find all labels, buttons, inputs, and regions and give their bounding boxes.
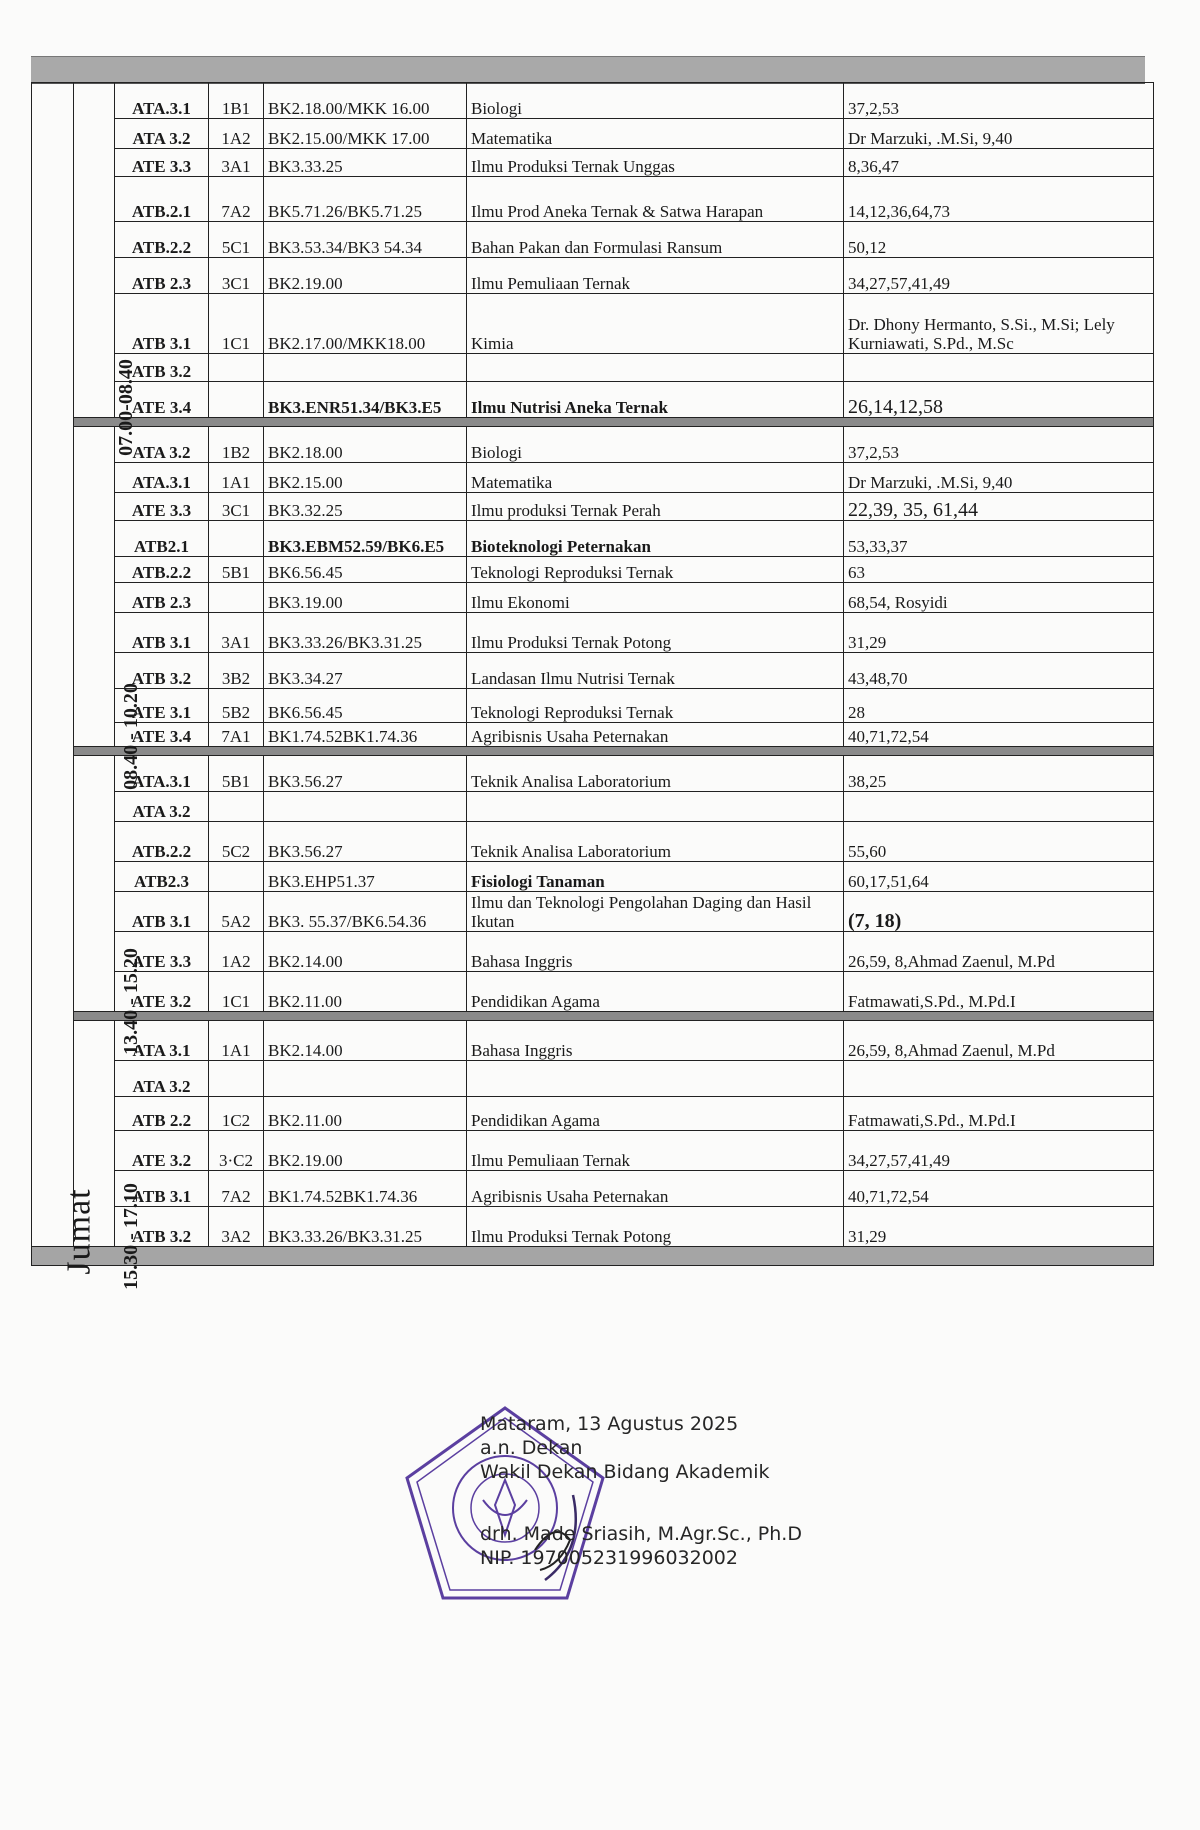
table-row [32,557,1154,583]
lecturer-cell: 43,48,70 [844,653,1154,689]
table-row [32,149,1154,177]
class-cell: ATB.2.2 [115,222,209,258]
subject-cell: Ilmu Pemuliaan Ternak [467,1131,844,1171]
lecturer-cell: 60,17,51,64 [844,862,1154,892]
code-cell [264,792,467,822]
class-cell: ATE 3.3 [115,932,209,972]
time-slot-text: 08.40 - 10.20 [119,683,142,790]
room-cell: 3C1 [209,258,264,294]
class-cell: ATA 3.2 [115,792,209,822]
room-cell: 3·C2 [209,1131,264,1171]
room-cell: 5B2 [209,689,264,723]
room-cell: 1B1 [209,83,264,119]
code-cell: BK3.EBM52.59/BK6.E5 [264,521,467,557]
class-cell: ATE 3.2 [115,972,209,1012]
lecturer-cell: 8,36,47 [844,149,1154,177]
table-row [32,689,1154,723]
subject-cell: Teknologi Reproduksi Ternak [467,557,844,583]
class-cell: ATB 3.2 [115,1207,209,1247]
time-slot-text: 07.00-08.40 [114,359,137,456]
room-cell [209,792,264,822]
code-cell: BK2.17.00/MKK18.00 [264,294,467,354]
class-cell: ATA.3.1 [115,756,209,792]
table-row [32,382,1154,418]
table-row [32,1207,1154,1247]
class-cell: ATE 3.2 [115,1131,209,1171]
class-cell: ATB 3.1 [115,892,209,932]
room-cell [209,1061,264,1097]
room-cell [209,354,264,382]
subject-cell: Agribisnis Usaha Peternakan [467,723,844,747]
subject-cell: Ilmu Ekonomi [467,583,844,613]
subject-cell: Bahasa Inggris [467,1021,844,1061]
table-row [32,354,1154,382]
class-cell: ATB.2.2 [115,822,209,862]
room-cell: 1A2 [209,932,264,972]
table-row [32,792,1154,822]
subject-cell: Ilmu Produksi Ternak Potong [467,1207,844,1247]
room-cell: 1A2 [209,119,264,149]
class-cell: ATB 2.3 [115,583,209,613]
code-cell: BK3.32.25 [264,493,467,521]
table-row [32,258,1154,294]
class-cell: ATB 3.1 [115,613,209,653]
slot-separator [32,1012,1154,1021]
code-cell: BK6.56.45 [264,557,467,583]
subject-cell: Teknik Analisa Laboratorium [467,756,844,792]
lecturer-cell: 34,27,57,41,49 [844,258,1154,294]
table-row [32,493,1154,521]
time-slot [74,756,142,1055]
class-cell: ATE 3.4 [115,723,209,747]
code-cell: BK3. 55.37/BK6.54.36 [264,892,467,932]
code-cell [264,1061,467,1097]
class-cell: ATE 3.3 [115,149,209,177]
code-cell: BK3.EHP51.37 [264,862,467,892]
class-cell: ATB 2.3 [115,258,209,294]
table-row [32,723,1154,747]
class-cell: ATA 3.2 [115,427,209,463]
table-row [32,822,1154,862]
class-cell: ATB 3.2 [115,653,209,689]
code-cell: BK6.56.45 [264,689,467,723]
table-row [32,1061,1154,1097]
class-cell: ATB 3.1 [115,294,209,354]
position: Wakil Dekan Bidang Akademik [480,1461,770,1483]
lecturer-cell: 68,54, Rosyidi [844,583,1154,613]
schedule-table [31,82,1154,1290]
lecturer-cell: 37,2,53 [844,427,1154,463]
code-cell: BK3.53.34/BK3 54.34 [264,222,467,258]
class-cell: ATA.3.1 [115,83,209,119]
code-cell: BK3.56.27 [264,822,467,862]
subject-cell: Teknik Analisa Laboratorium [467,822,844,862]
room-cell: 1A1 [209,463,264,493]
subject-cell: Bioteknologi Peternakan [467,521,844,557]
class-cell: ATE 3.1 [115,689,209,723]
lecturer-cell: 55,60 [844,822,1154,862]
time-slot-text: 15.30 - 17.10 [119,1183,142,1290]
code-cell: BK3.ENR51.34/BK3.E5 [264,382,467,418]
lecturer-cell: 50,12 [844,222,1154,258]
class-cell: ATA 3.2 [115,1061,209,1097]
lecturer-cell: 40,71,72,54 [844,1171,1154,1207]
subject-cell: Fisiologi Tanaman [467,862,844,892]
room-cell: 7A1 [209,723,264,747]
subject-cell: Ilmu dan Teknologi Pengolahan Daging dan Hasil Ikutan [467,892,844,932]
signature-block [480,1412,802,1570]
subject-cell: Kimia [467,294,844,354]
table-row [32,932,1154,972]
table-row [32,463,1154,493]
room-cell: 5B1 [209,557,264,583]
lecturer-cell: 37,2,53 [844,83,1154,119]
code-cell: BK3.33.26/BK3.31.25 [264,1207,467,1247]
lecturer-cell [844,1061,1154,1097]
room-cell: 3B2 [209,653,264,689]
table-bottom-bar [32,1247,1154,1266]
subject-cell: Ilmu Nutrisi Aneka Ternak [467,382,844,418]
code-cell: BK2.11.00 [264,972,467,1012]
table-row [32,862,1154,892]
separator-bar [74,747,1154,756]
class-cell: ATB2.1 [115,521,209,557]
code-cell: BK2.18.00/MKK 16.00 [264,83,467,119]
code-cell: BK5.71.26/BK5.71.25 [264,177,467,222]
lecturer-cell: Dr Marzuki, .M.Si, 9,40 [844,463,1154,493]
table-row [32,1097,1154,1131]
slot-separator [32,747,1154,756]
lecturer-cell: 14,12,36,64,73 [844,177,1154,222]
room-cell: 5B1 [209,756,264,792]
subject-cell: Pendidikan Agama [467,972,844,1012]
room-cell [209,382,264,418]
code-cell: BK2.14.00 [264,932,467,972]
room-cell: 3A1 [209,613,264,653]
room-cell: 1C1 [209,294,264,354]
table-row [32,83,1154,119]
lecturer-cell: 34,27,57,41,49 [844,1131,1154,1171]
code-cell: BK3.33.26/BK3.31.25 [264,613,467,653]
subject-cell [467,1061,844,1097]
table-row [32,583,1154,613]
code-cell: BK2.14.00 [264,1021,467,1061]
class-cell: ATB 3.2 [115,354,209,382]
table-row [32,1171,1154,1207]
code-cell: BK2.11.00 [264,1097,467,1131]
table-row [32,1021,1154,1061]
room-cell [209,583,264,613]
code-cell: BK1.74.52BK1.74.36 [264,1171,467,1207]
room-cell: 3A2 [209,1207,264,1247]
lecturer-cell: 38,25 [844,756,1154,792]
subject-cell: Matematika [467,119,844,149]
subject-cell: Ilmu produksi Ternak Perah [467,493,844,521]
class-cell: ATB2.3 [115,862,209,892]
table-row [32,1131,1154,1171]
room-cell: 5C2 [209,822,264,862]
subject-cell: Ilmu Produksi Ternak Potong [467,613,844,653]
lecturer-cell [844,354,1154,382]
subject-cell: Biologi [467,427,844,463]
lecturer-cell: Fatmawati,S.Pd., M.Pd.I [844,1097,1154,1131]
class-cell: ATA.3.1 [115,463,209,493]
room-cell: 1B2 [209,427,264,463]
class-cell: ATE 3.3 [115,493,209,521]
lecturer-cell: 22,39, 35, 61,44 [844,493,1154,521]
separator-bar [74,418,1154,427]
lecturer-cell: 26,59, 8,Ahmad Zaenul, M.Pd [844,932,1154,972]
code-cell: BK3.56.27 [264,756,467,792]
table-row [32,119,1154,149]
room-cell: 1A1 [209,1021,264,1061]
table-row [32,427,1154,463]
code-cell: BK3.19.00 [264,583,467,613]
code-cell: BK2.15.00/MKK 17.00 [264,119,467,149]
lecturer-cell: 31,29 [844,613,1154,653]
room-cell: 3C1 [209,493,264,521]
code-cell: BK3.34.27 [264,653,467,689]
class-cell: ATB.2.2 [115,557,209,583]
signer-nip: NIP. 197005231996032002 [480,1547,738,1569]
class-cell: ATA 3.2 [115,119,209,149]
subject-cell: Landasan Ilmu Nutrisi Ternak [467,653,844,689]
table-top-bar [31,56,1145,84]
on-behalf: a.n. Dekan [480,1437,583,1459]
subject-cell: Agribisnis Usaha Peternakan [467,1171,844,1207]
lecturer-cell: 53,33,37 [844,521,1154,557]
class-cell: ATB 2.2 [115,1097,209,1131]
table-row [32,892,1154,932]
subject-cell: Pendidikan Agama [467,1097,844,1131]
table-row [32,521,1154,557]
room-cell: 1C2 [209,1097,264,1131]
lecturer-cell: 26,59, 8,Ahmad Zaenul, M.Pd [844,1021,1154,1061]
code-cell: BK2.18.00 [264,427,467,463]
day-label [32,83,98,1275]
room-cell [209,521,264,557]
room-cell: 3A1 [209,149,264,177]
bottom-bar-cell [32,1247,1154,1266]
class-cell: ATB 3.1 [115,1171,209,1207]
table-row [32,177,1154,222]
lecturer-cell: 28 [844,689,1154,723]
slot-separator [32,418,1154,427]
lecturer-cell: 63 [844,557,1154,583]
class-cell: ATA 3.1 [115,1021,209,1061]
subject-cell [467,354,844,382]
room-cell [209,862,264,892]
lecturer-cell: 40,71,72,54 [844,723,1154,747]
lecturer-cell: Dr Marzuki, .M.Si, 9,40 [844,119,1154,149]
table-row [32,613,1154,653]
subject-cell: Matematika [467,463,844,493]
time-slot-text: 13.40 - 15.20 [119,948,142,1055]
table-row [32,294,1154,354]
time-slot [74,83,137,456]
room-cell: 5A2 [209,892,264,932]
room-cell: 7A2 [209,177,264,222]
place-date: Mataram, 13 Agustus 2025 [480,1413,739,1435]
subject-cell: Bahan Pakan dan Formulasi Ransum [467,222,844,258]
room-cell: 7A2 [209,1171,264,1207]
code-cell [264,354,467,382]
code-cell: BK1.74.52BK1.74.36 [264,723,467,747]
subject-cell: Ilmu Produksi Ternak Unggas [467,149,844,177]
separator-bar [74,1012,1154,1021]
table-row [32,653,1154,689]
lecturer-cell: Dr. Dhony Hermanto, S.Si., M.Si; Lely Kurniawati, S.Pd., M.Sc [844,294,1154,354]
subject-cell: Biologi [467,83,844,119]
subject-cell: Ilmu Pemuliaan Ternak [467,258,844,294]
subject-cell: Ilmu Prod Aneka Ternak & Satwa Harapan [467,177,844,222]
code-cell: BK2.19.00 [264,258,467,294]
lecturer-cell: Fatmawati,S.Pd., M.Pd.I [844,972,1154,1012]
class-cell: ATB.2.1 [115,177,209,222]
room-cell: 5C1 [209,222,264,258]
lecturer-cell [844,792,1154,822]
subject-cell [467,792,844,822]
class-cell: ATE 3.4 [115,382,209,418]
signer-name: drh. Made Sriasih, M.Agr.Sc., Ph.D [480,1523,802,1545]
code-cell: BK3.33.25 [264,149,467,177]
lecturer-cell: 26,14,12,58 [844,382,1154,418]
code-cell: BK2.15.00 [264,463,467,493]
subject-cell: Bahasa Inggris [467,932,844,972]
code-cell: BK2.19.00 [264,1131,467,1171]
lecturer-cell: (7, 18) [844,892,1154,932]
table-row [32,222,1154,258]
room-cell: 1C1 [209,972,264,1012]
day-label-text: Jumat [60,1188,98,1275]
table-row [32,756,1154,792]
table-row [32,972,1154,1012]
time-slot [74,427,142,790]
lecturer-cell: 31,29 [844,1207,1154,1247]
subject-cell: Teknologi Reproduksi Ternak [467,689,844,723]
